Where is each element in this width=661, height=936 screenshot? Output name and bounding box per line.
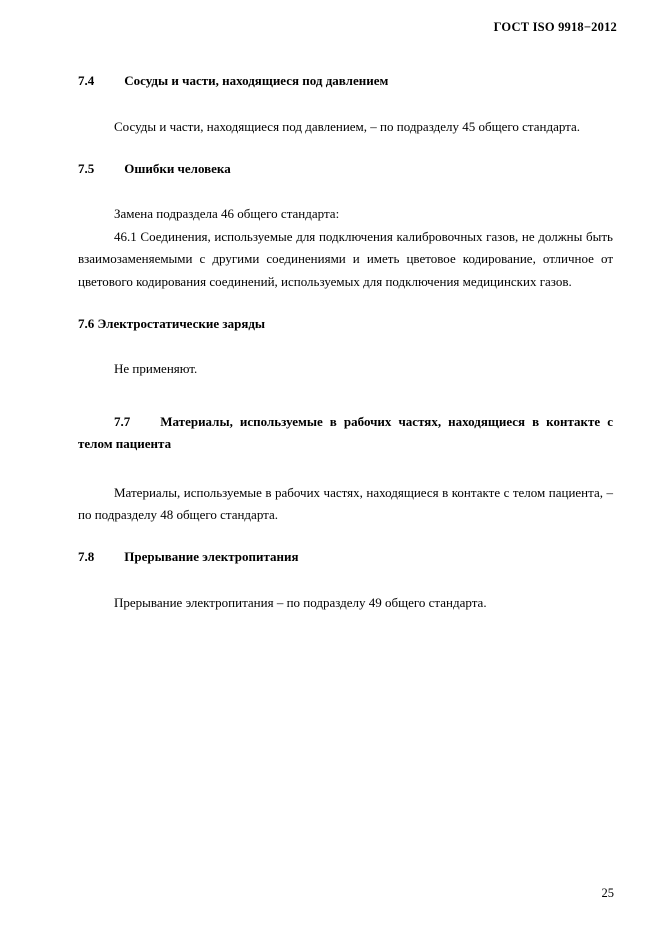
section-heading-7-8 — [78, 548, 613, 566]
document-body — [78, 72, 613, 614]
paragraph-7-5-2: 46.1 Соединения, используемые для подключения калибровочных газов, не должны быть взаимозаменяемыми с другими соединениями и иметь цветовое кодирование, отличное от цветового кодирования соединений, используемых для подключения медицинских газов. — [78, 228, 613, 289]
section-heading-7-4 — [78, 72, 613, 90]
section-title-7-8: Прерывание электропитания — [124, 549, 299, 565]
page-header: ГОСТ ISO 9918−2012 — [493, 20, 617, 34]
section-title-7-5: Ошибки человека — [124, 160, 231, 176]
section-heading-7-7 — [78, 411, 613, 456]
section-heading-7-6 — [78, 315, 613, 333]
section-heading-7-5 — [78, 160, 613, 178]
paragraph-7-4-1: Сосуды и части, находящиеся под давлением, – по подразделу 45 общего стандарта. — [114, 118, 581, 134]
page-number: 25 — [601, 886, 614, 900]
section-number-7-4: 7.4 — [78, 73, 95, 88]
paragraph-7-5-1: Замена подраздела 46 общего стандарта: — [114, 206, 340, 222]
section-number-7-5: 7.5 — [78, 160, 95, 176]
section-title-7-7: Материалы, используемые в рабочих частях, находящиеся в контакте с телом пациента — [78, 413, 613, 452]
paragraph-7-7-1: Материалы, используемые в рабочих частях, находящиеся в контакте с телом пациента, – по подразделу 48 общего стандарта. — [78, 484, 613, 522]
section-number-7-7: 7.7 — [114, 413, 131, 429]
section-number-7-6: 7.6 — [78, 315, 95, 331]
section-title-7-6: Электростатические заряды — [97, 315, 266, 331]
paragraph-7-6-1: Не применяют. — [114, 361, 198, 377]
paragraph-7-8-1: Прерывание электропитания – по подразделу 49 общего стандарта. — [114, 594, 487, 610]
section-title-7-4: Сосуды и части, находящиеся под давлением — [124, 73, 389, 88]
section-number-7-8: 7.8 — [78, 549, 95, 565]
